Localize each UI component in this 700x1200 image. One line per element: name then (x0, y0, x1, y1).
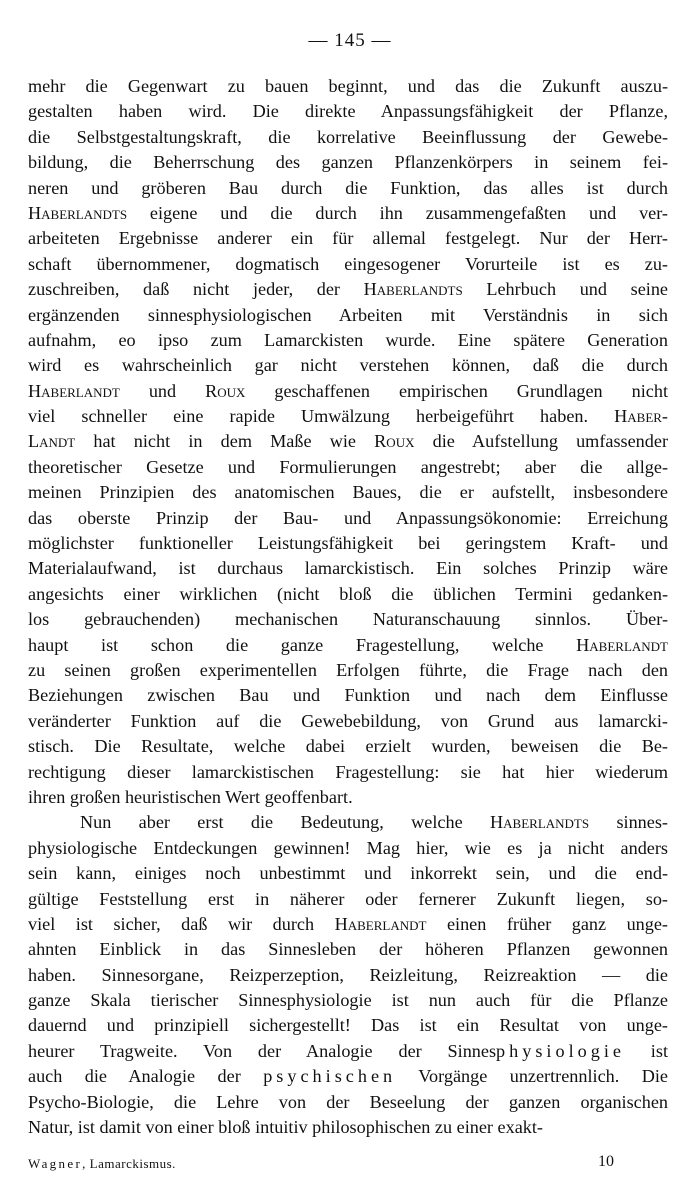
text-line (28, 429, 668, 454)
text-line (28, 74, 668, 99)
text-segment: ist (624, 1040, 668, 1061)
text-segment: arbeiteten Ergebnisse anderer ein für allemal festgelegt. Nur der Herr- (28, 228, 668, 249)
text-line (28, 810, 668, 835)
text-segment: Vorgänge unzertrennlich. Die (396, 1066, 668, 1087)
text-segment: ganze Skala tierischer Sinnesphysiologie ist nun auch für die Pflanze (28, 990, 668, 1011)
text-line (28, 633, 668, 658)
text-line (28, 912, 668, 937)
text-line (28, 582, 668, 607)
text-segment: eigene und die durch ihn zusammengefaßten und ver- (127, 202, 668, 223)
text-segment: Psycho-Biologie, die Lehre von der Beseelung der ganzen organischen (28, 1091, 668, 1112)
text-line (28, 709, 668, 734)
author-name: Haberlandt (334, 913, 427, 934)
text-line (28, 125, 668, 150)
text-line (28, 607, 668, 632)
text-segment: das oberste Prinzip der Bau- und Anpassungsökonomie: Erreichung (28, 507, 668, 528)
text-segment: rechtigung dieser lamarckistischen Fragestellung: sie hat hier wiederum (28, 761, 668, 782)
text-segment: zu seinen großen experimentellen Erfolgen führte, die Frage nach den (28, 659, 668, 680)
text-segment: geschaffenen empirischen Grundlagen nicht (245, 380, 668, 401)
text-segment: möglichster funktioneller Leistungsfähigkeit bei geringstem Kraft- und (28, 533, 668, 554)
text-line (28, 455, 668, 480)
text-segment: veränderter Funktion auf die Gewebebildung, von Grund aus lamarcki- (28, 710, 668, 731)
text-segment: los gebrauchenden) mechanischen Naturanschauung sinnlos. Über- (28, 609, 668, 630)
text-line (28, 379, 668, 404)
footer-author: Wagner (28, 1156, 83, 1171)
text-line (28, 531, 668, 556)
text-segment: die Aufstellung umfassender (414, 431, 668, 452)
text-line (28, 861, 668, 886)
text-segment: und (119, 380, 206, 401)
text-segment: die Selbstgestaltungskraft, die korrelative Beeinflussung der Gewebe- (28, 126, 668, 147)
text-segment: ergänzenden sinnesphysiologischen Arbeiten mit Verständnis in sich (28, 304, 668, 325)
text-segment: dauernd und prinzipiell sichergestellt! Das ist ein Resultat von unge- (28, 1015, 668, 1036)
footer-running-title (28, 1156, 176, 1172)
text-segment: wird es wahrscheinlich gar nicht verstehen können, daß die durch (28, 355, 668, 376)
author-name: Haber- (614, 406, 668, 427)
text-segment: mehr die Gegenwart zu bauen beginnt, und das die Zukunft auszu- (28, 76, 668, 96)
text-segment: Natur, ist damit von einer bloß intuitiv philosophischen zu einer exakt- (28, 1117, 543, 1138)
text-segment: gültige Feststellung erst in näherer oder fernerer Zukunft liegen, so- (28, 888, 668, 909)
text-line (28, 506, 668, 531)
text-line (28, 404, 668, 429)
emphasized-word: physiologie (496, 1040, 625, 1061)
text-line (28, 988, 668, 1013)
text-line (28, 303, 668, 328)
text-segment: physiologische Entdeckungen gewinnen! Mag hier, wie es ja nicht anders (28, 837, 668, 858)
text-segment: meinen Prinzipien des anatomischen Baues, die er aufstellt, insbesondere (28, 482, 668, 503)
text-segment: stisch. Die Resultate, welche dabei erzielt wurden, beweisen die Be- (28, 736, 668, 757)
text-segment: neren und gröberen Bau durch die Funktion, das alles ist durch (28, 177, 668, 198)
text-segment: Materialaufwand, ist durchaus lamarckistisch. Ein solches Prinzip wäre (28, 558, 668, 579)
text-line (28, 277, 668, 302)
text-line (28, 226, 668, 251)
text-line (28, 760, 668, 785)
text-segment: heurer Tragweite. Von der Analogie der Sinnes (28, 1040, 497, 1061)
text-segment: gestalten haben wird. Die direkte Anpassungsfähigkeit der Pflanze, (28, 101, 668, 122)
text-line (28, 150, 668, 175)
text-line (28, 252, 668, 277)
text-segment: auch die Analogie der (28, 1066, 264, 1087)
text-line (28, 99, 668, 124)
text-segment: haben. Sinnesorgane, Reizperzeption, Reizleitung, Reizreaktion — die (28, 964, 668, 985)
author-name: Haberlandt (576, 634, 668, 655)
text-segment: einen früher ganz unge- (426, 913, 668, 934)
text-line (28, 556, 668, 581)
text-segment: Lehrbuch und seine (462, 279, 668, 300)
text-line (28, 480, 668, 505)
main-text (28, 74, 668, 1140)
text-segment: viel schneller eine rapide Umwälzung herbeigeführt haben. (28, 406, 615, 427)
footer-signature-mark: 10 (598, 1153, 614, 1170)
text-line (28, 328, 668, 353)
text-segment: bildung, die Beherrschung des ganzen Pflanzenkörpers in seinem fei- (28, 152, 668, 173)
text-line (28, 176, 668, 201)
text-segment: ihren großen heuristischen Wert geoffenbart. (28, 786, 353, 807)
text-segment: haupt ist schon die ganze Fragestellung, welche (28, 634, 577, 655)
text-line (28, 1039, 668, 1064)
text-segment: zuschreiben, daß nicht jeder, der (28, 279, 364, 300)
text-segment: Nun aber erst die Bedeutung, welche (80, 812, 491, 833)
emphasized-word: psychischen (263, 1066, 397, 1087)
text-line (28, 658, 668, 683)
text-segment: sein kann, einiges noch unbestimmt und inkorrekt sein, und die end- (28, 863, 668, 884)
text-segment: ahnten Einblick in das Sinnesleben der höheren Pflanzen gewonnen (28, 939, 668, 960)
text-segment: aufnahm, eo ipso zum Lamarckisten wurde. Eine spätere Generation (28, 329, 668, 350)
text-line (28, 887, 668, 912)
text-line (28, 1090, 668, 1115)
author-name: Haberlandts (490, 812, 590, 833)
text-line (28, 683, 668, 708)
text-line (28, 734, 668, 759)
author-name: Roux (205, 380, 246, 401)
text-segment: Beziehungen zwischen Bau und Funktion und nach dem Einflusse (28, 685, 668, 706)
text-line (28, 963, 668, 988)
text-segment: viel ist sicher, daß wir durch (28, 913, 335, 934)
author-name: Haberlandts (363, 279, 463, 300)
author-name: Haberlandts (28, 202, 128, 223)
text-line (28, 1115, 668, 1140)
text-line (28, 937, 668, 962)
text-segment: theoretischer Gesetze und Formulierungen angestrebt; aber die allge- (28, 456, 668, 477)
text-line (28, 1064, 668, 1089)
page-number: — 145 — (308, 30, 392, 51)
author-name: Roux (374, 431, 415, 452)
text-line (28, 353, 668, 378)
author-name: Landt (28, 431, 76, 452)
text-segment: hat nicht in dem Maße wie (75, 431, 375, 452)
text-segment: schaft übernommener, dogmatisch eingesogener Vorurteile ist es zu- (28, 253, 668, 274)
text-line (28, 201, 668, 226)
text-segment: angesichts einer wirklichen (nicht bloß die üblichen Termini gedanken- (28, 583, 668, 604)
paragraph-2 (28, 810, 668, 1140)
text-line (28, 785, 668, 810)
footer-title: , Lamarckismus. (82, 1156, 176, 1171)
text-line (28, 1013, 668, 1038)
author-name: Haberlandt (28, 380, 120, 401)
text-segment: sinnes- (589, 812, 668, 833)
text-line (28, 836, 668, 861)
paragraph-1 (28, 74, 668, 810)
